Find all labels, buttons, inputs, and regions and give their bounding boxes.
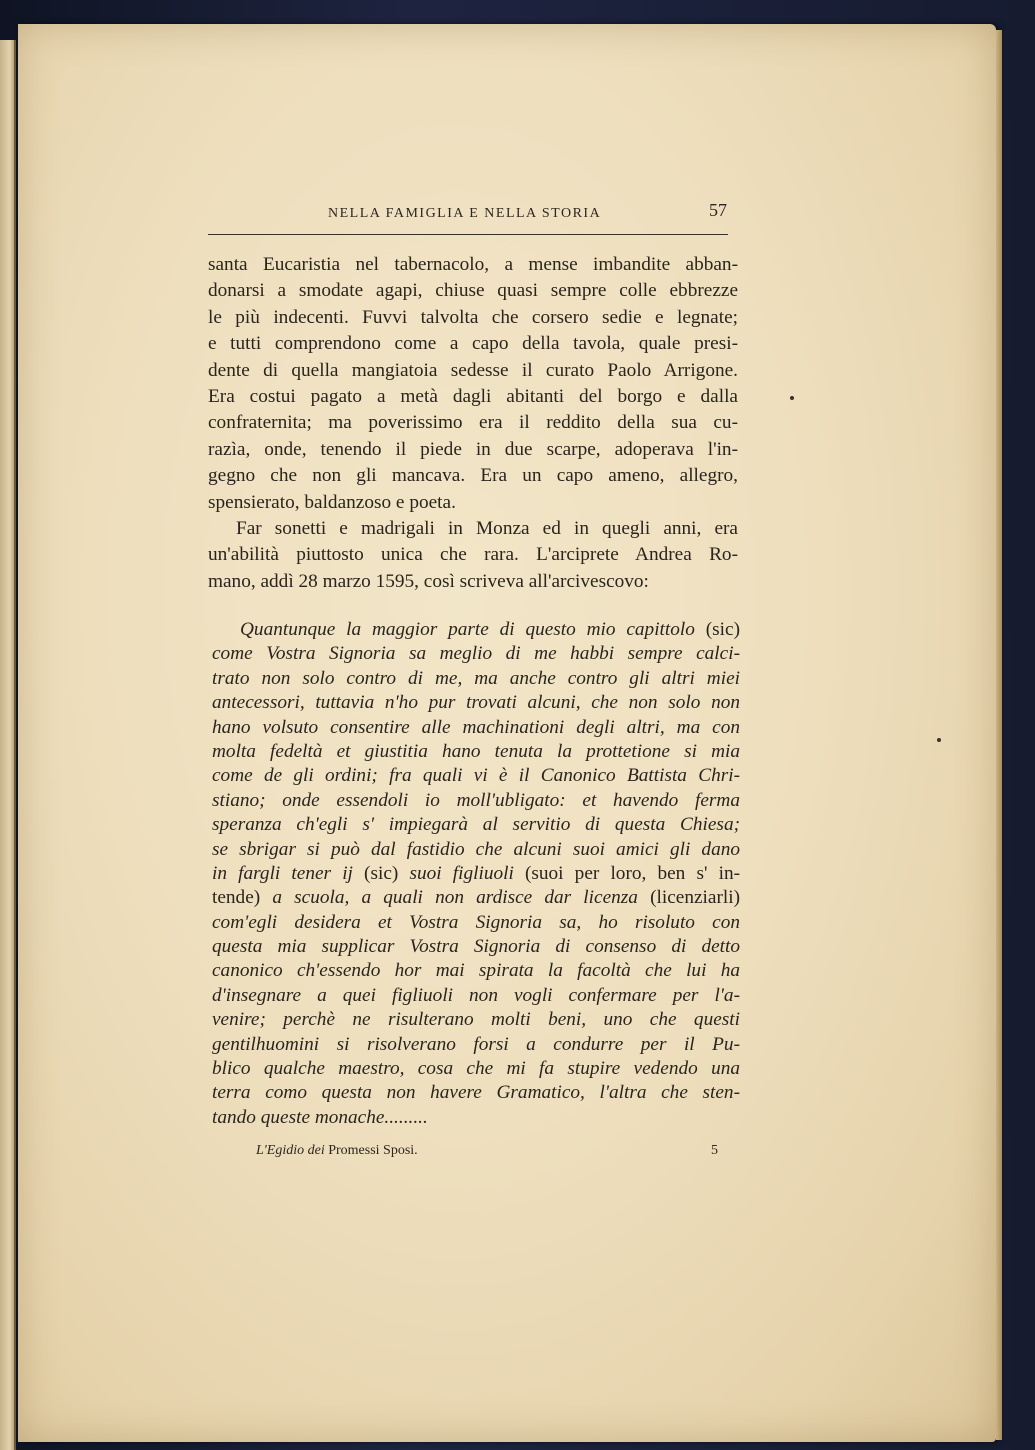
ink-speck [937, 738, 941, 742]
text-line: dente di quella mangiatoia sedesse il curato Paolo Arrigone. [208, 359, 738, 381]
body-paragraphs [208, 252, 738, 595]
page-footer [256, 1143, 718, 1165]
quote-line [212, 959, 740, 983]
quote-line [212, 642, 740, 666]
quote-line [212, 691, 740, 715]
quote-line [212, 764, 740, 788]
text-line: Era costui pagato a metà dagli abitanti del borgo e dalla [208, 385, 738, 407]
quote-line [212, 618, 740, 642]
footer-title-roman: Promessi Sposi. [324, 1143, 418, 1158]
text-line: le più indecenti. Fuvvi talvolta che corsero sedie e legnate; [208, 306, 738, 328]
quote-fragment: venire; perchè ne risulterano molti beni, uno che questi [212, 1009, 740, 1031]
quote-fragment: in fargli tener ij [212, 862, 353, 884]
quote-line [212, 886, 740, 910]
quote-line [212, 667, 740, 691]
quote-line [212, 1057, 740, 1081]
quote-line [212, 1033, 740, 1057]
quote-line [212, 935, 740, 959]
text-line: donarsi a smodate agapi, chiuse quasi sempre colle ebbrezze [208, 280, 738, 302]
signature-mark: 5 [711, 1143, 718, 1158]
quote-line [212, 1008, 740, 1032]
quote-fragment: (sic) [352, 862, 410, 884]
quote-line [212, 740, 740, 764]
quote-fragment: suoi figliuoli [409, 862, 514, 884]
text-line: mano, addì 28 marzo 1595, così scriveva all'arcivescovo: [208, 570, 649, 592]
quote-line [212, 789, 740, 813]
quote-fragment: speranza ch'egli s' impiegarà al servitio di questa Chiesa; [212, 814, 740, 836]
quote-line [212, 1106, 740, 1130]
page-header [208, 200, 735, 232]
book-title-footer [256, 1143, 418, 1159]
quote-line [212, 984, 740, 1008]
quote-fragment: a scuola, a quali non ardisce dar licenza [272, 887, 638, 909]
text-line: Far sonetti e madrigali in Monza ed in quegli anni, era [236, 517, 738, 539]
quote-fragment: antecessori, tuttavia n'ho pur trovati alcuni, che non solo non [212, 692, 740, 714]
quote-fragment: gentilhuomini si risolverano forsi a condurre per il Pu- [212, 1033, 740, 1055]
page-number: 57 [709, 200, 727, 220]
quote-fragment: com'egli desidera et Vostra Signoria sa, ho risoluto con [212, 911, 740, 933]
text-line: gegno che non gli mancava. Era un capo ameno, allegro, [208, 465, 738, 487]
text-line: spensierato, baldanzoso e poeta. [208, 491, 456, 513]
quote-fragment: (licenziarli) [637, 887, 741, 909]
quote-fragment: trato non solo contro di me, ma anche contro gli altri miei [212, 667, 740, 689]
quote-fragment: (sic) [694, 619, 740, 640]
quote-line [212, 813, 740, 837]
text-line: santa Eucaristia nel tabernacolo, a mense imbandite abban- [208, 254, 738, 275]
quote-fragment: d'insegnare a quei figliuoli non vogli confermare per l'a- [212, 984, 740, 1006]
page-block-edge [996, 30, 1002, 1440]
text-line: un'abilità piuttosto unica che rara. L'arciprete Andrea Ro- [208, 544, 738, 566]
facing-page-edge [0, 40, 16, 1450]
quote-fragment: Quantunque la maggior parte di questo mio capittolo [240, 619, 695, 640]
quote-fragment: canonico ch'essendo hor mai spirata la facoltà che lui ha [212, 960, 740, 982]
quote-line [212, 862, 740, 886]
quoted-letter [212, 618, 740, 1130]
quote-fragment: terra como questa non havere Gramatico, l'altra che sten- [212, 1082, 740, 1104]
quote-fragment: tende) [212, 887, 273, 909]
text-line: razìa, onde, tenendo il piede in due scarpe, adoperava l'in- [208, 438, 738, 460]
text-line: confraternita; ma poverissimo era il reddito della sua cu- [208, 412, 738, 434]
quote-fragment: hano volsuto consentire alle machinationi degli altri, ma con [212, 716, 740, 738]
quote-fragment: molta fedeltà et giustitia hano tenuta la prottetione si mia [212, 740, 740, 762]
quote-fragment: (suoi per loro, ben s' in- [513, 862, 740, 884]
text-line: e tutti comprendono come a capo della tavola, quale presi- [208, 333, 738, 355]
quote-line [212, 838, 740, 862]
quote-fragment: blico qualche maestro, cosa che mi fa stupire vedendo una [212, 1058, 740, 1080]
quote-line [212, 716, 740, 740]
footer-title-italic: L'Egidio dei [256, 1143, 325, 1158]
quote-fragment: come de gli ordini; fra quali vi è il Canonico Battista Chri- [212, 765, 740, 787]
quote-line [212, 911, 740, 935]
quote-line [212, 1081, 740, 1105]
quote-fragment: tando queste monache......... [212, 1106, 428, 1128]
ink-speck [790, 396, 794, 400]
quote-fragment: se sbrigar si può dal fastidio che alcuni suoi amici gli dano [212, 838, 740, 860]
header-rule [208, 234, 728, 235]
quote-fragment: questa mia supplicar Vostra Signoria di consenso di detto [212, 936, 740, 958]
quote-fragment: come Vostra Signoria sa meglio di me habbi sempre calci- [212, 643, 740, 665]
quote-fragment: stiano; onde essendoli io moll'ubligato: et havendo ferma [212, 789, 740, 811]
running-title: NELLA FAMIGLIA E NELLA STORIA [328, 206, 602, 221]
